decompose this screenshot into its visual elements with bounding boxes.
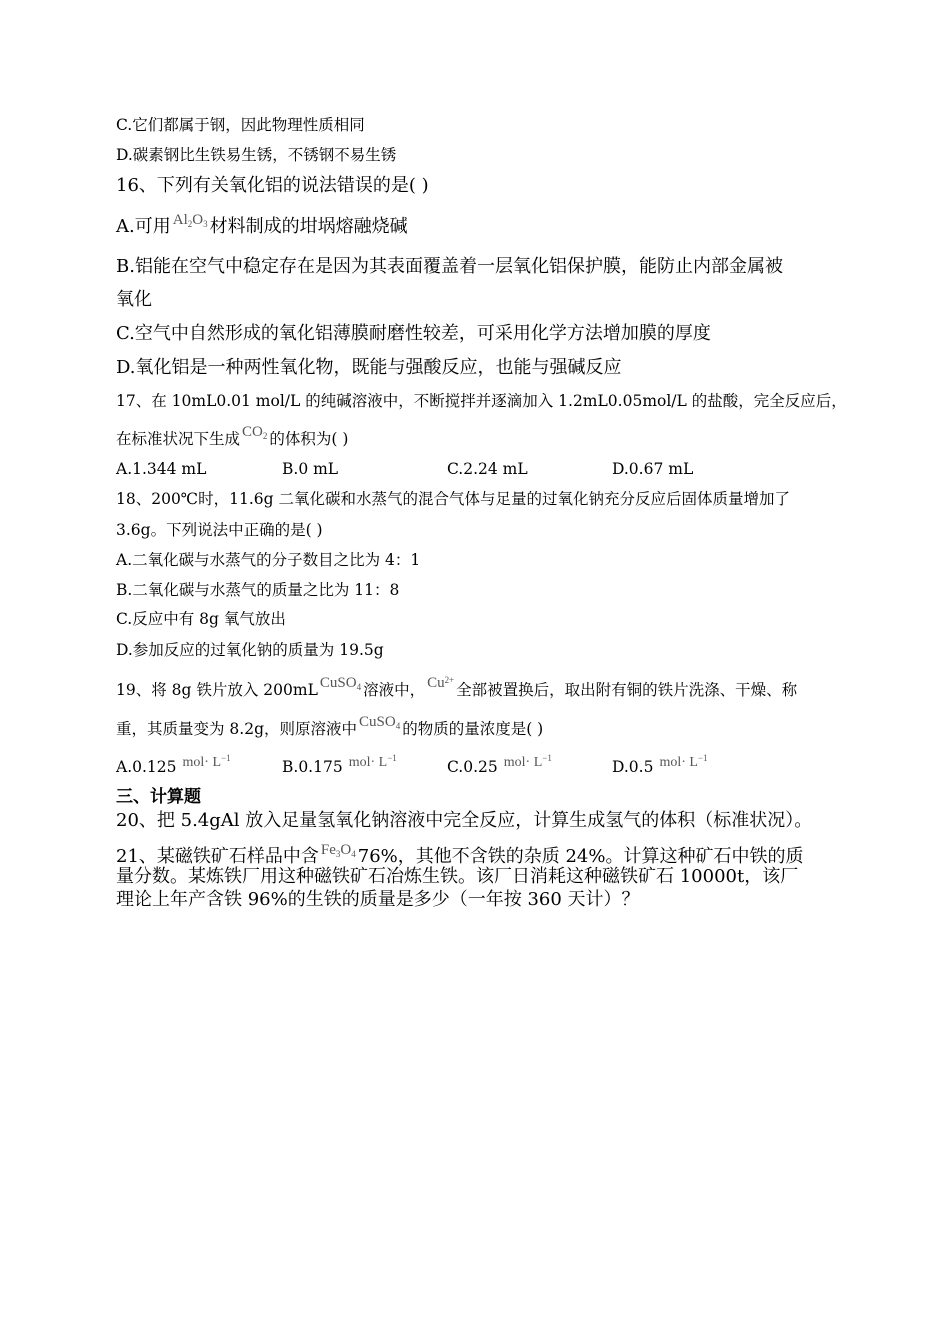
- q18-option-d: D.参加反应的过氧化钠的质量为 19.5g: [116, 641, 384, 659]
- unit-mol-per-l: $mol\cdot L^{-1}$: [503, 753, 552, 770]
- q18-stem-line1: 18、200℃时，11.6g 二氧化碳和水蒸气的混合气体与足量的过氧化钠充分反应后固体质量增加了: [116, 490, 791, 508]
- q17-option-d: D.0.67 mL: [612, 460, 694, 478]
- q19-stem-line2: 重，其质量变为 8.2g，则原溶液中 CuSO$_4$ 的物质的量浓度是( ): [116, 714, 544, 738]
- q18-option-a: A.二氧化碳与水蒸气的分子数目之比为 4：1: [116, 551, 421, 569]
- formula-cuso4: CuSO$_4$: [359, 714, 401, 731]
- q17-stem-line1: 17、在 10mL0.01 mol/L 的纯碱溶液中，不断搅拌并逐滴加入 1.2mL0.05mol/L 的盐酸，完全反应后，: [116, 392, 847, 410]
- q18-option-c: C.反应中有 8g 氧气放出: [116, 610, 286, 628]
- q17-option-b: B.0 mL: [282, 460, 339, 478]
- q16-option-c: C.空气中自然形成的氧化铝薄膜耐磨性较差，可采用化学方法增加膜的厚度: [116, 323, 711, 344]
- unit-mol-per-l: $mol\cdot L^{-1}$: [348, 753, 397, 770]
- formula-co2: $CO_2$: [242, 424, 268, 441]
- q16-option-a: A.可用 $^{Al_2O_3}$ 材料制成的坩埚熔融烧碱: [116, 212, 408, 237]
- q20-text: 20、把 5.4gAl 放入足量氢氧化钠溶液中完全反应，计算生成氢气的体积（标准状况）。: [116, 810, 813, 831]
- unit-mol-per-l: $mol\cdot L^{-1}$: [182, 753, 231, 770]
- q16-option-b-line1: B.铝能在空气中稳定存在是因为其表面覆盖着一层氧化铝保护膜，能防止内部金属被: [116, 256, 783, 277]
- q19-option-b: B.0.175 $mol\cdot L^{-1}$: [282, 753, 397, 776]
- q17-option-c: C.2.24 mL: [447, 460, 528, 478]
- q19-stem-line1: 19、将 8g 铁片放入 200mL CuSO$_4$ 溶液中， $Cu^{2+}$全部被置换后，取出附有铜的铁片洗涤、干燥、称: [116, 675, 798, 699]
- formula-al2o3: Al2O3: [172, 212, 208, 229]
- section-heading-calculation: 三、计算题: [116, 787, 201, 807]
- q21-line3: 理论上年产含铁 96%的生铁的质量是多少（一年按 360 天计）？: [116, 889, 640, 910]
- formula-fe3o4: Fe3O4: [320, 842, 356, 859]
- q18-stem-line2: 3.6g。下列说法中正确的是( ): [116, 521, 323, 539]
- formula-cu2plus: $Cu^{2+}$: [427, 675, 455, 691]
- q19-option-d: D.0.5 $mol\cdot L^{-1}$: [612, 753, 708, 776]
- q19-option-a: A.0.125 $mol\cdot L^{-1}$: [116, 753, 231, 776]
- q21-line1: 21、某磁铁矿石样品中含 $^{Fe_3O_4}$ 76%，其他不含铁的杂质 24%。计算这种矿石中铁的质: [116, 842, 804, 867]
- q17-option-a: A.1.344 mL: [116, 460, 207, 478]
- q15-option-c: C.它们都属于钢，因此物理性质相同: [116, 116, 365, 134]
- q16-option-d: D.氧化铝是一种两性氧化物，既能与强酸反应，也能与强碱反应: [116, 357, 622, 378]
- q17-stem-line2: 在标准状况下生成 $CO_2$ 的体积为( ): [116, 424, 349, 448]
- q15-option-d: D.碳素钢比生铁易生锈，不锈钢不易生锈: [116, 146, 397, 164]
- q18-option-b: B.二氧化碳与水蒸气的质量之比为 11：8: [116, 581, 400, 599]
- q16-option-b-line2: 氧化: [116, 289, 152, 310]
- q19-option-c: C.0.25 $mol\cdot L^{-1}$: [447, 753, 552, 776]
- unit-mol-per-l: $mol\cdot L^{-1}$: [659, 753, 708, 770]
- q21-line2: 量分数。某炼铁厂用这种磁铁矿石冶炼生铁。该厂日消耗这种磁铁矿石 10000t，该厂: [116, 866, 799, 887]
- q16-stem: 16、下列有关氧化铝的说法错误的是( ): [116, 175, 429, 196]
- formula-cuso4: CuSO$_4$: [319, 675, 362, 692]
